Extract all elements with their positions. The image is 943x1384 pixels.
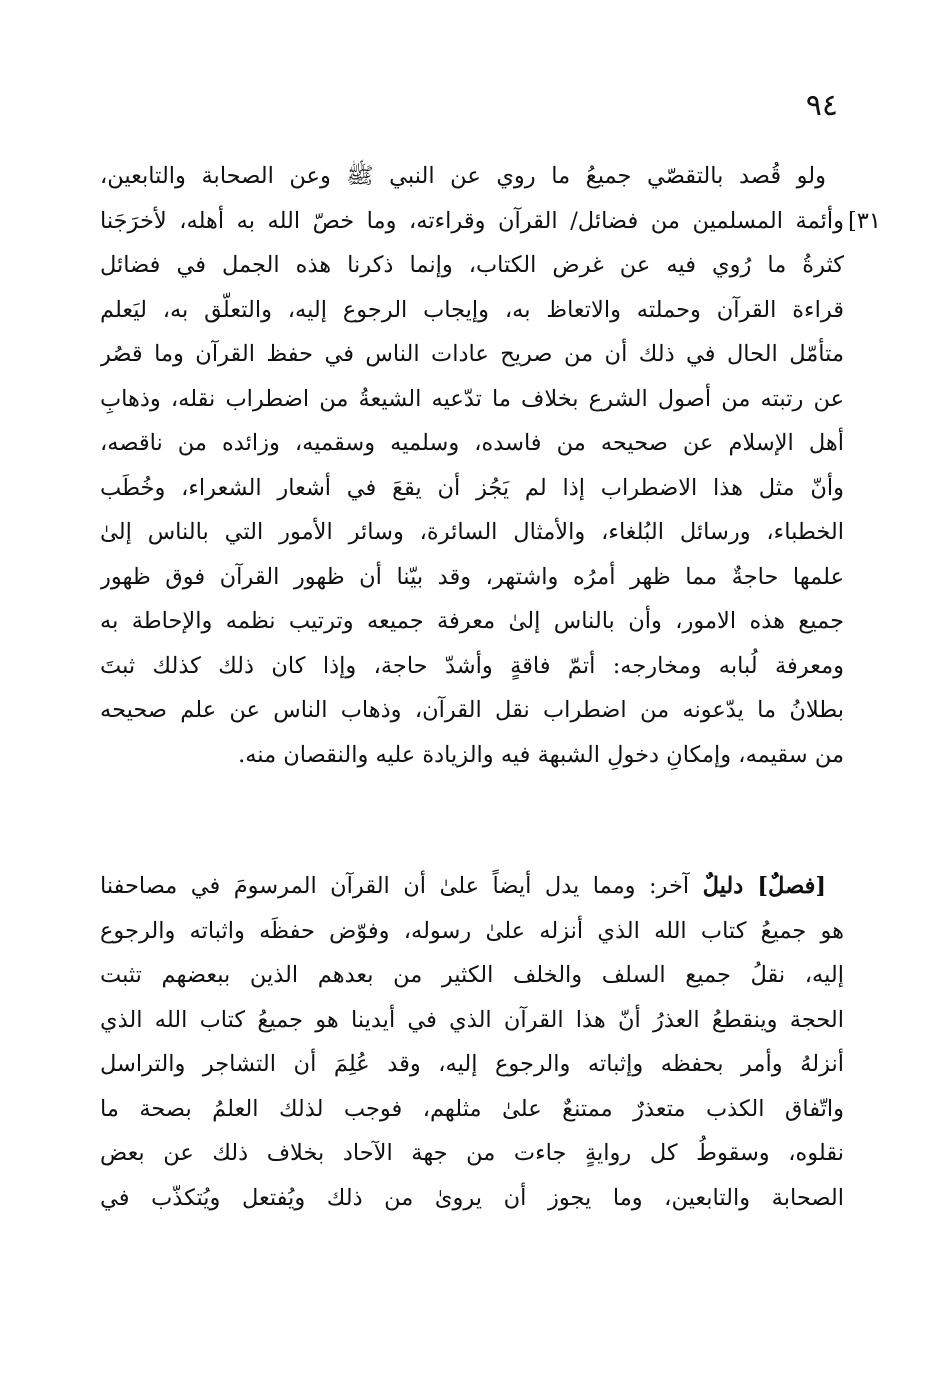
text-line: ومعرفة لُبابه ومخارجه: أتمّ فاقةٍ وأشدّ حاجة، وإذا كان ذلك كذلك ثبتَ xyxy=(100,652,844,679)
text-line: الصحابة والتابعين، وما يجوز أن يروىٰ من ذلك ويُفتعل ويُتكذّب في xyxy=(100,1184,844,1211)
text-line: ولو قُصد بالتقصّي جميعُ ما روي عن النبي ﷺ وعن الصحابة والتابعين، xyxy=(100,163,826,189)
paragraph-1 xyxy=(100,154,844,777)
text-line: أهل الإسلام عن صحيحه من فاسده، وسلميه وسقميه، وزائده من ناقصه، xyxy=(100,430,844,456)
section-heading: [فصلٌ] دليلٌ xyxy=(702,873,827,899)
text-line: واتّفاق الكذب متعذرٌ ممتنعٌ علىٰ مثلهم، فوجب لذلك العلمُ بصحة ما xyxy=(100,1095,844,1122)
text-line: أنزلهُ وأمر بحفظه وإثباته والرجوع إليه، وقد عُلِمَ أن التشاجر والتراسل xyxy=(100,1051,844,1077)
text-line: وأنّ مثل هذا الاضطراب إذا لم يَجُز أن يقعَ في أشعار الشعراء، وخُطَب xyxy=(100,474,844,501)
text-line: كثرةُ ما رُوي فيه عن غرض الكتاب، وإنما ذكرنا هذه الجمل في فضائل xyxy=(100,252,844,278)
heading-line-text: آخر: ومما يدل أيضاً علىٰ أن القرآن المرسومَ في مصاحفنا xyxy=(100,873,703,899)
paragraph-2 xyxy=(100,864,844,1220)
text-line: إليه، نقلُ جميع السلف والخلف الكثير من بعدهم الذين ببعضهم تثبت xyxy=(100,962,844,988)
margin-reference: [٣١ xyxy=(848,208,881,234)
page-number: ٩٤ xyxy=(805,88,838,123)
text-line: علمها حاجةٌ مما ظهر أمرُه واشتهر، وقد بيّنا أن ظهور القرآن فوق ظهور xyxy=(100,563,844,590)
text-line: قراءة القرآن وحملته والاتعاظ به، وإيجاب الرجوع إليه، والتعلّق به، ليَعلم xyxy=(100,296,844,323)
text-line: جميع هذه الامور، وأن بالناس إلىٰ معرفة جميعه وترتيب نظمه والإحاطة به xyxy=(100,608,844,634)
text-line: متأمّل الحال في ذلك أن من صريح عادات الناس في حفظ القرآن وما قصُر xyxy=(100,341,844,367)
text-line: عن رتبته من أصول الشرع بخلاف ما تدّعيه الشيعةُ من اضطراب نقله، وذهابِ xyxy=(100,385,844,412)
text-line: بطلانُ ما يدّعونه من اضطراب نقل القرآن، وذهاب الناس عن علم صحيحه xyxy=(100,697,844,723)
text-line xyxy=(100,864,844,909)
text-line: الخطباء، ورسائل البُلغاء، والأمثال السائرة، وسائر الأمور التي بالناس إلىٰ xyxy=(100,519,844,545)
text-line: وأئمة المسلمين من فضائل/ القرآن وقراءته، وما خصّ الله به أهله، لأخرَجَنا xyxy=(100,207,844,234)
text-line: نقلوه، وسقوطُ كل روايةٍ جاءت من جهة الآحاد بخلاف ذلك عن بعض xyxy=(100,1140,844,1166)
text-line: هو جميعُ كتاب الله الذي أنزله علىٰ رسوله، وفوّض حفظَه واثباته والرجوع xyxy=(100,917,844,944)
text-line: الحجة وينقطعُ العذرُ أنّ هذا القرآن الذي في أيدينا هو جميعُ كتاب الله الذي xyxy=(100,1006,844,1033)
text-line: من سقيمه، وإمكانِ دخولِ الشبهة فيه والزيادة عليه والنقصان منه. xyxy=(238,741,844,768)
